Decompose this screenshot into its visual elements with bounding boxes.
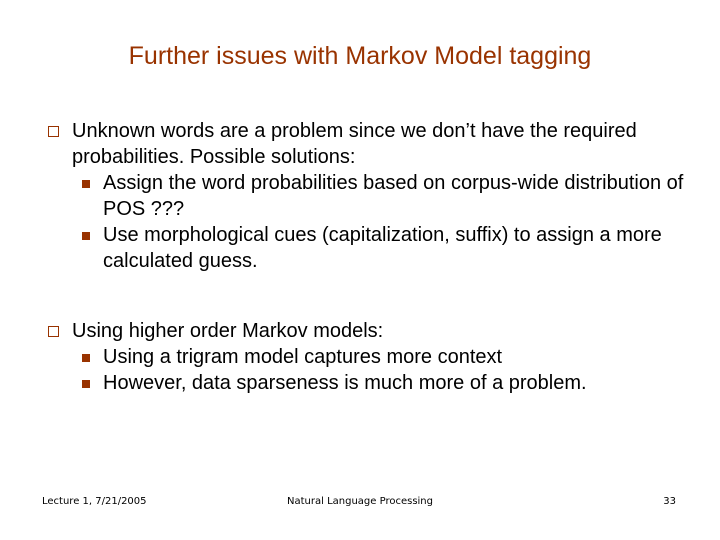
sub-bullet-text: Assign the word probabilities based on corpus-wide distribution of POS ??? (103, 172, 684, 220)
sub-bullet-text: Using a trigram model captures more context (103, 346, 503, 368)
footer-page-number: 33 (663, 496, 676, 507)
bullet-item (48, 318, 698, 344)
bullet-text: Using higher order Markov models: (72, 320, 384, 342)
hollow-square-bullet-icon (48, 326, 59, 337)
sub-bullet-item (48, 170, 698, 222)
filled-square-bullet-icon (82, 354, 90, 362)
filled-square-bullet-icon (82, 380, 90, 388)
bullet-item (48, 118, 698, 170)
sub-bullet-item (48, 222, 698, 274)
sub-bullet-text: Use morphological cues (capitalization, suffix) to assign a more calculated guess. (103, 224, 662, 272)
filled-square-bullet-icon (82, 232, 90, 240)
slide-title: Further issues with Markov Model tagging (128, 42, 592, 70)
sub-bullet-item (48, 370, 698, 396)
bullet-unknown-words (48, 118, 698, 274)
sub-bullet-item (48, 344, 698, 370)
filled-square-bullet-icon (82, 180, 90, 188)
footer-lecture-date: Lecture 1, 7/21/2005 (42, 496, 147, 507)
hollow-square-bullet-icon (48, 126, 59, 137)
bullet-higher-order-models (48, 318, 698, 396)
bullet-text: Unknown words are a problem since we don’t have the required probabilities. Possible solutions: (72, 120, 637, 168)
footer-course-name: Natural Language Processing (287, 496, 433, 507)
sub-bullet-text: However, data sparseness is much more of a problem. (103, 372, 587, 394)
